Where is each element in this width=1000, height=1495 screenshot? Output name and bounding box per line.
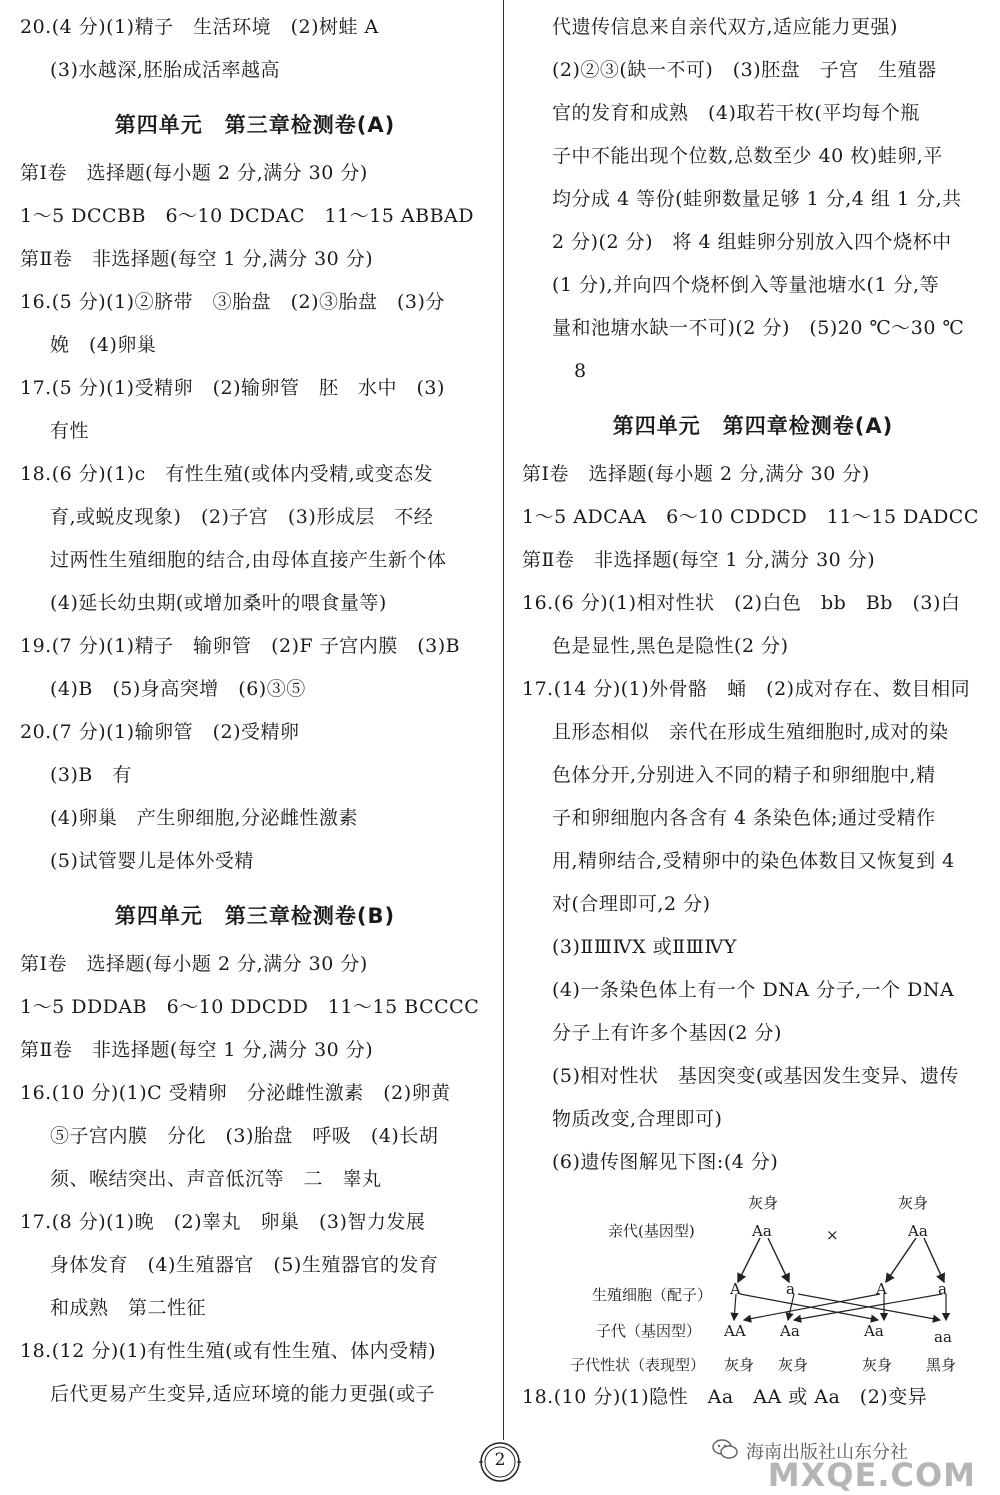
answer-line: 第Ⅰ卷 选择题(每小题 2 分,满分 30 分) — [522, 463, 870, 485]
answer-line: 对(合理即可,2 分) — [552, 893, 711, 915]
answer-line: 2 分)(2 分) 将 4 组蛙卵分别放入四个烧杯中 — [552, 231, 952, 253]
answer-line: 第Ⅰ卷 选择题(每小题 2 分,满分 30 分) — [20, 162, 368, 184]
left-column — [20, 6, 490, 1416]
watermark — [696, 1430, 996, 1494]
answer-line: 1～5 DCCBB 6～10 DCDAC 11～15 ABBAD — [20, 205, 475, 227]
answer-line: 用,精卵结合,受精卵中的染色体数目又恢复到 4 — [552, 850, 955, 872]
answer-line: 8 — [574, 360, 587, 382]
row-label-parent: 亲代(基因型) — [608, 1222, 695, 1240]
answer-line: 均分成 4 等份(蛙卵数量足够 1 分,4 组 1 分,共 — [552, 188, 962, 210]
answer-line: 官的发育和成熟 (4)取若干枚(平均每个瓶 — [552, 102, 920, 124]
answer-line: 第Ⅰ卷 选择题(每小题 2 分,满分 30 分) — [20, 953, 368, 975]
column-divider — [503, 0, 504, 1440]
answer-line: 20.(7 分)(1)输卵管 (2)受精卵 — [20, 721, 300, 743]
answer-line: 量和池塘水缺一不可)(2 分) (5)20 ℃～30 ℃ — [552, 317, 965, 339]
row-label-gametes: 生殖细胞（配子） — [592, 1286, 713, 1304]
answer-line: 须、喉结突出、声音低沉等 二 睾丸 — [50, 1168, 382, 1190]
answer-line: 有性 — [50, 420, 90, 442]
gamete: A — [730, 1280, 741, 1298]
section-heading: 第四单元 第四章检测卷(A) — [612, 414, 894, 438]
answer-line: 1～5 ADCAA 6～10 CDDCD 11～15 DADCC — [522, 506, 979, 528]
answer-line: (4)卵巢 产生卵细胞,分泌雌性激素 — [50, 807, 358, 829]
section-heading: 第四单元 第三章检测卷(A) — [114, 113, 396, 137]
gamete: A — [876, 1280, 887, 1298]
offspring-phenotype: 灰身 — [724, 1356, 755, 1374]
answer-line: ⑤子宫内膜 分化 (3)胎盘 呼吸 (4)长胡 — [50, 1125, 439, 1147]
section-heading: 第四单元 第三章检测卷(B) — [114, 904, 396, 928]
parent-genotype-right: Aa — [908, 1222, 928, 1240]
row-label-offspring-phenotype: 子代性状（表现型） — [570, 1356, 706, 1374]
offspring-genotype: AA — [724, 1322, 746, 1340]
answer-line: 18.(12 分)(1)有性生殖(或有性生殖、体内受精) — [20, 1340, 436, 1362]
watermark-text: 海南出版社山东分社 — [746, 1442, 908, 1463]
answer-line: (4)B (5)身高突增 (6)③⑤ — [50, 678, 306, 700]
answer-line: 后代更易产生变异,适应环境的能力更强(或子 — [50, 1383, 435, 1405]
cross-arrows — [522, 1190, 984, 1376]
answer-line: 20.(4 分)(1)精子 生活环境 (2)树蛙 A — [20, 16, 379, 38]
answer-line: (6)遗传图解见下图:(4 分) — [552, 1151, 779, 1173]
offspring-phenotype: 灰身 — [778, 1356, 809, 1374]
answer-line: 第Ⅱ卷 非选择题(每空 1 分,满分 30 分) — [522, 549, 876, 571]
answer-line: 19.(7 分)(1)精子 输卵管 (2)F 子宫内膜 (3)B — [20, 635, 461, 657]
parent-phenotype-right: 灰身 — [898, 1194, 929, 1212]
answer-line: 第Ⅱ卷 非选择题(每空 1 分,满分 30 分) — [20, 1039, 374, 1061]
answer-line: 子中不能出现个位数,总数至少 40 枚)蛙卵,平 — [552, 145, 943, 167]
answer-line: 16.(5 分)(1)②脐带 ③胎盘 (2)③胎盘 (3)分 — [20, 291, 445, 313]
page-number-badge — [478, 1440, 522, 1484]
answer-line: 17.(8 分)(1)晚 (2)睾丸 卵巢 (3)智力发展 — [20, 1211, 426, 1233]
parent-genotype-left: Aa — [752, 1222, 772, 1240]
answer-line: 17.(14 分)(1)外骨骼 蛹 (2)成对存在、数目相同 — [522, 678, 971, 700]
answer-line: 身体发育 (4)生殖器官 (5)生殖器官的发育 — [50, 1254, 439, 1276]
answer-line: 娩 (4)卵巢 — [50, 334, 157, 356]
answer-line: 代遗传信息来自亲代双方,适应能力更强) — [552, 16, 898, 38]
row-label-offspring-genotype: 子代（基因型） — [596, 1322, 702, 1340]
answer-line: (4)一条染色体上有一个 DNA 分子,一个 DNA — [552, 979, 955, 1001]
gamete: a — [786, 1280, 795, 1298]
offspring-phenotype: 黑身 — [926, 1356, 957, 1374]
answer-line: 和成熟 第二性征 — [50, 1297, 207, 1319]
answer-line: (5)相对性状 基因突变(或基因发生变异、遗传 — [552, 1065, 959, 1087]
answer-line: 过两性生殖细胞的结合,由母体直接产生新个体 — [50, 549, 447, 571]
offspring-phenotype: 灰身 — [862, 1356, 893, 1374]
gamete: a — [938, 1280, 947, 1298]
answer-line: 子和卵细胞内各含有 4 条染色体;通过受精作 — [552, 807, 936, 829]
page-number: 2 — [494, 1450, 506, 1470]
answer-line: (2)②③(缺一不可) (3)胚盘 子宫 生殖器 — [552, 59, 937, 81]
answer-line: (3)水越深,胚胎成活率越高 — [50, 59, 280, 81]
answer-line: 且形态相似 亲代在形成生殖细胞时,成对的染 — [552, 721, 949, 743]
answer-line: 物质改变,合理即可) — [552, 1108, 723, 1130]
answer-line: 16.(6 分)(1)相对性状 (2)白色 bb Bb (3)白 — [522, 592, 961, 614]
answer-line: 16.(10 分)(1)C 受精卵 分泌雌性激素 (2)卵黄 — [20, 1082, 451, 1104]
right-column — [522, 6, 984, 1419]
wechat-icon — [712, 1438, 738, 1460]
answer-line: 色体分开,分别进入不同的精子和卵细胞中,精 — [552, 764, 936, 786]
answer-line: 1～5 DDDAB 6～10 DDCDD 11～15 BCCCC — [20, 996, 480, 1018]
answer-line: (4)延长幼虫期(或增加桑叶的喂食量等) — [50, 592, 387, 614]
offspring-genotype: Aa — [864, 1322, 884, 1340]
answer-line: 第Ⅱ卷 非选择题(每空 1 分,满分 30 分) — [20, 248, 374, 270]
watermark-site: MXQE.COM — [767, 1456, 976, 1494]
answer-line: 分子上有许多个基因(2 分) — [552, 1022, 782, 1044]
answer-line: 育,或蜕皮现象) (2)子宫 (3)形成层 不经 — [50, 506, 434, 528]
genetic-cross-diagram — [522, 1190, 984, 1376]
offspring-genotype: Aa — [780, 1322, 800, 1340]
offspring-genotype: aa — [934, 1328, 952, 1346]
parent-phenotype-left: 灰身 — [748, 1194, 779, 1212]
cross-symbol: × — [826, 1226, 839, 1244]
answer-line: (3)B 有 — [50, 764, 132, 786]
answer-line: (1 分),并向四个烧杯倒入等量池塘水(1 分,等 — [552, 274, 940, 296]
answer-line: (5)试管婴儿是体外受精 — [50, 850, 254, 872]
answer-line: 18.(6 分)(1)c 有性生殖(或体内受精,或变态发 — [20, 463, 434, 485]
answer-line: 17.(5 分)(1)受精卵 (2)输卵管 胚 水中 (3) — [20, 377, 445, 399]
answer-line: 18.(10 分)(1)隐性 Aa AA 或 Aa (2)变异 — [522, 1386, 928, 1408]
right-column-text-bottom — [522, 1376, 984, 1419]
answer-line: 色是显性,黑色是隐性(2 分) — [552, 635, 789, 657]
answer-line: (3)ⅡⅢⅣX 或ⅡⅢⅣY — [552, 936, 737, 958]
right-column-text-top — [522, 6, 984, 1184]
